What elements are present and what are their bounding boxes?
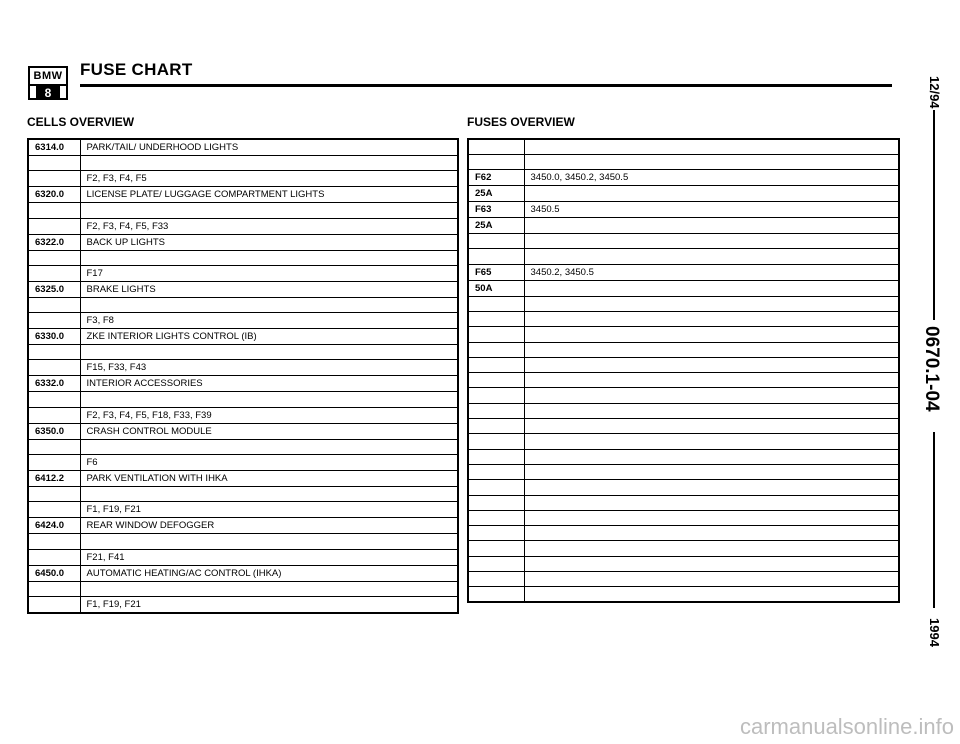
description-cell bbox=[524, 280, 899, 296]
description-cell: PARK VENTILATION WITH IHKA bbox=[80, 471, 458, 487]
description-cell bbox=[80, 487, 458, 502]
code-cell: 6450.0 bbox=[28, 565, 80, 581]
code-cell bbox=[468, 419, 524, 434]
description-cell bbox=[524, 403, 899, 418]
side-doc-number: 0670.1-04 bbox=[921, 326, 942, 412]
description-cell bbox=[524, 218, 899, 234]
table-row bbox=[468, 495, 899, 510]
code-cell bbox=[28, 534, 80, 549]
description-cell: 3450.2, 3450.5 bbox=[524, 264, 899, 280]
table-row bbox=[28, 518, 458, 534]
code-cell bbox=[468, 249, 524, 264]
code-cell: 6332.0 bbox=[28, 376, 80, 392]
description-cell: INTERIOR ACCESSORIES bbox=[80, 376, 458, 392]
side-year: 1994 bbox=[927, 618, 942, 647]
cells-overview-label: CELLS OVERVIEW bbox=[27, 115, 135, 129]
table-row bbox=[28, 392, 458, 407]
description-cell: LICENSE PLATE/ LUGGAGE COMPARTMENT LIGHTS bbox=[80, 187, 458, 203]
table-row bbox=[28, 139, 458, 156]
code-cell bbox=[28, 455, 80, 471]
description-cell: F6 bbox=[80, 455, 458, 471]
description-cell bbox=[80, 345, 458, 360]
code-cell bbox=[28, 439, 80, 454]
code-cell bbox=[468, 464, 524, 479]
table-row bbox=[28, 329, 458, 345]
code-cell: 6350.0 bbox=[28, 423, 80, 439]
description-cell: PARK/TAIL/ UNDERHOOD LIGHTS bbox=[80, 139, 458, 156]
table-row bbox=[28, 471, 458, 487]
table-row bbox=[468, 249, 899, 264]
description-cell bbox=[524, 587, 899, 602]
table-row bbox=[28, 455, 458, 471]
fuses-overview-table bbox=[467, 138, 900, 603]
description-cell: BRAKE LIGHTS bbox=[80, 281, 458, 297]
description-cell bbox=[524, 419, 899, 434]
table-row bbox=[468, 556, 899, 571]
code-cell bbox=[468, 296, 524, 311]
description-cell bbox=[80, 203, 458, 218]
description-cell bbox=[524, 373, 899, 388]
description-cell bbox=[80, 581, 458, 596]
description-cell: CRASH CONTROL MODULE bbox=[80, 423, 458, 439]
code-cell bbox=[28, 345, 80, 360]
code-cell bbox=[28, 171, 80, 187]
code-cell bbox=[28, 487, 80, 502]
table-row bbox=[468, 296, 899, 311]
description-cell bbox=[524, 510, 899, 525]
description-cell: F2, F3, F4, F5, F18, F33, F39 bbox=[80, 407, 458, 423]
description-cell bbox=[524, 434, 899, 449]
code-cell bbox=[28, 360, 80, 376]
side-rule-bottom bbox=[933, 432, 935, 608]
description-cell: F1, F19, F21 bbox=[80, 596, 458, 613]
code-cell bbox=[468, 154, 524, 169]
side-rule-top bbox=[933, 110, 935, 320]
code-cell bbox=[468, 357, 524, 372]
table-row bbox=[28, 203, 458, 218]
table-row bbox=[28, 423, 458, 439]
description-cell bbox=[524, 139, 899, 154]
code-cell bbox=[468, 388, 524, 403]
table-row bbox=[468, 280, 899, 296]
table-row bbox=[468, 327, 899, 342]
table-row bbox=[28, 156, 458, 171]
logo-brand-text: BMW bbox=[30, 68, 66, 86]
code-cell bbox=[468, 480, 524, 495]
description-cell: F2, F3, F4, F5, F33 bbox=[80, 218, 458, 234]
code-cell bbox=[28, 203, 80, 218]
code-cell bbox=[468, 572, 524, 587]
table-row bbox=[28, 549, 458, 565]
table-row bbox=[468, 202, 899, 218]
description-cell bbox=[524, 449, 899, 464]
code-cell: 6412.2 bbox=[28, 471, 80, 487]
code-cell bbox=[468, 234, 524, 249]
code-cell: 6322.0 bbox=[28, 234, 80, 250]
table-row bbox=[468, 139, 899, 154]
table-row bbox=[28, 265, 458, 281]
description-cell bbox=[524, 495, 899, 510]
code-cell: F63 bbox=[468, 202, 524, 218]
description-cell: F17 bbox=[80, 265, 458, 281]
table-row bbox=[28, 345, 458, 360]
description-cell bbox=[80, 534, 458, 549]
code-cell bbox=[468, 526, 524, 541]
table-row bbox=[468, 434, 899, 449]
table-row bbox=[468, 480, 899, 495]
title-divider bbox=[80, 84, 892, 87]
code-cell bbox=[28, 549, 80, 565]
table-row bbox=[468, 541, 899, 556]
description-cell bbox=[524, 234, 899, 249]
description-cell bbox=[524, 480, 899, 495]
table-row bbox=[28, 502, 458, 518]
table-row bbox=[28, 187, 458, 203]
description-cell: BACK UP LIGHTS bbox=[80, 234, 458, 250]
table-row bbox=[28, 439, 458, 454]
code-cell bbox=[28, 392, 80, 407]
watermark: carmanualsonline.info bbox=[739, 714, 954, 739]
table-row bbox=[468, 587, 899, 602]
code-cell bbox=[468, 373, 524, 388]
code-cell bbox=[28, 581, 80, 596]
code-cell: 6325.0 bbox=[28, 281, 80, 297]
table-row bbox=[468, 510, 899, 525]
code-cell bbox=[28, 250, 80, 265]
table-row bbox=[28, 281, 458, 297]
description-cell: F2, F3, F4, F5 bbox=[80, 171, 458, 187]
table-row bbox=[28, 218, 458, 234]
page-title: FUSE CHART bbox=[80, 60, 193, 79]
table-row bbox=[468, 464, 899, 479]
table-row bbox=[28, 565, 458, 581]
description-cell bbox=[524, 186, 899, 202]
description-cell: 3450.5 bbox=[524, 202, 899, 218]
code-cell: 25A bbox=[468, 186, 524, 202]
bmw-logo bbox=[28, 66, 68, 100]
table-row bbox=[468, 342, 899, 357]
table-row bbox=[28, 171, 458, 187]
table-row bbox=[468, 154, 899, 169]
table-row bbox=[28, 297, 458, 312]
table-row bbox=[468, 234, 899, 249]
code-cell bbox=[28, 297, 80, 312]
code-cell bbox=[28, 156, 80, 171]
code-cell bbox=[28, 265, 80, 281]
table-row bbox=[28, 596, 458, 613]
code-cell: F62 bbox=[468, 170, 524, 186]
description-cell bbox=[524, 572, 899, 587]
code-cell bbox=[468, 327, 524, 342]
table-row bbox=[468, 526, 899, 541]
description-cell bbox=[524, 296, 899, 311]
code-cell bbox=[468, 139, 524, 154]
code-cell bbox=[468, 342, 524, 357]
description-cell bbox=[524, 327, 899, 342]
code-cell bbox=[468, 403, 524, 418]
description-cell: F3, F8 bbox=[80, 313, 458, 329]
description-cell: F1, F19, F21 bbox=[80, 502, 458, 518]
description-cell bbox=[80, 439, 458, 454]
description-cell: ZKE INTERIOR LIGHTS CONTROL (IB) bbox=[80, 329, 458, 345]
table-row bbox=[28, 313, 458, 329]
table-row bbox=[468, 449, 899, 464]
description-cell bbox=[524, 388, 899, 403]
code-cell bbox=[28, 218, 80, 234]
code-cell bbox=[28, 596, 80, 613]
table-row bbox=[28, 250, 458, 265]
table-row bbox=[468, 357, 899, 372]
description-cell bbox=[524, 464, 899, 479]
description-cell bbox=[80, 392, 458, 407]
code-cell: 25A bbox=[468, 218, 524, 234]
table-row bbox=[28, 234, 458, 250]
code-cell: 50A bbox=[468, 280, 524, 296]
table-row bbox=[468, 388, 899, 403]
table-row bbox=[28, 487, 458, 502]
table-row bbox=[28, 581, 458, 596]
table-row bbox=[28, 376, 458, 392]
logo-model-text: 8 bbox=[36, 86, 60, 100]
description-cell: 3450.0, 3450.2, 3450.5 bbox=[524, 170, 899, 186]
description-cell bbox=[524, 342, 899, 357]
table-row bbox=[468, 264, 899, 280]
table-row bbox=[28, 534, 458, 549]
description-cell bbox=[524, 357, 899, 372]
code-cell bbox=[468, 510, 524, 525]
code-cell: 6320.0 bbox=[28, 187, 80, 203]
description-cell bbox=[524, 249, 899, 264]
table-row bbox=[468, 403, 899, 418]
code-cell bbox=[468, 449, 524, 464]
code-cell bbox=[468, 434, 524, 449]
description-cell bbox=[524, 311, 899, 326]
code-cell bbox=[28, 407, 80, 423]
table-row bbox=[468, 419, 899, 434]
description-cell bbox=[524, 556, 899, 571]
code-cell: 6330.0 bbox=[28, 329, 80, 345]
description-cell: REAR WINDOW DEFOGGER bbox=[80, 518, 458, 534]
fuses-overview-label: FUSES OVERVIEW bbox=[467, 115, 575, 129]
table-row bbox=[28, 360, 458, 376]
description-cell bbox=[524, 541, 899, 556]
code-cell bbox=[468, 556, 524, 571]
code-cell bbox=[28, 313, 80, 329]
code-cell: 6314.0 bbox=[28, 139, 80, 156]
code-cell: F65 bbox=[468, 264, 524, 280]
cells-overview-table bbox=[27, 138, 459, 614]
table-row bbox=[468, 186, 899, 202]
code-cell: 6424.0 bbox=[28, 518, 80, 534]
table-row bbox=[28, 407, 458, 423]
code-cell bbox=[468, 587, 524, 602]
table-row bbox=[468, 218, 899, 234]
description-cell bbox=[80, 250, 458, 265]
code-cell bbox=[468, 541, 524, 556]
table-row bbox=[468, 373, 899, 388]
description-cell bbox=[80, 156, 458, 171]
code-cell bbox=[468, 495, 524, 510]
description-cell: AUTOMATIC HEATING/AC CONTROL (IHKA) bbox=[80, 565, 458, 581]
table-row bbox=[468, 311, 899, 326]
table-row bbox=[468, 572, 899, 587]
description-cell: F21, F41 bbox=[80, 549, 458, 565]
table-row bbox=[468, 170, 899, 186]
code-cell bbox=[468, 311, 524, 326]
description-cell bbox=[524, 154, 899, 169]
description-cell bbox=[80, 297, 458, 312]
description-cell bbox=[524, 526, 899, 541]
side-date: 12/94 bbox=[927, 76, 942, 109]
code-cell bbox=[28, 502, 80, 518]
description-cell: F15, F33, F43 bbox=[80, 360, 458, 376]
